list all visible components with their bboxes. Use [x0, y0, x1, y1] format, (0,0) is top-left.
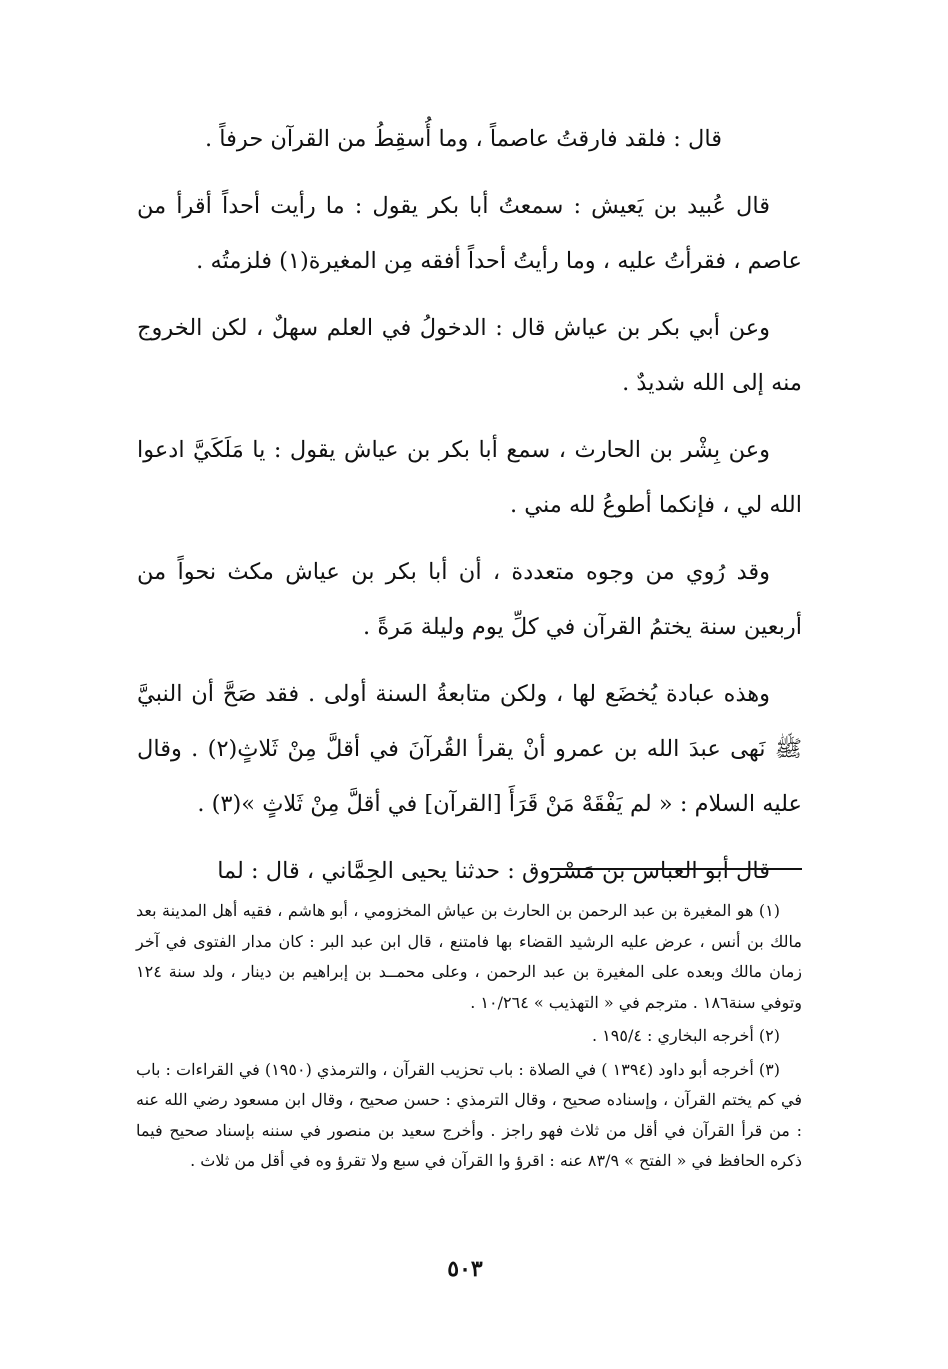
paragraph-7: قال أبو العباس بن مَسْروق : حدثنا يحيى الحِمَّاني ، قال : لما — [217, 858, 770, 884]
paragraph-2: قال عُبيد بن يَعيش : سمعتُ أبا بكر يقول : ما رأيت أحداً أقرأ من عاصم ، فقرأتُ عليه ، وما رأيتُ أحداً أفقه مِن المغيرة(١) فلزمتُه . — [137, 193, 802, 274]
paragraph-6: وهذه عبادة يُخضَع لها ، ولكن متابعةُ السنة أولى . فقد صَحَّ أن النبيَّ ﷺ نَهى عبدَ الله بن عمرو أنْ يقرأ القُرآنَ في أقلَّ مِنْ ثَلاثٍ(٢) . وقال عليه السلام : « لم يَفْقَهْ مَنْ قَرَأَ [القرآن] في أقلَّ مِنْ ثَلاثٍ »(٣) . — [137, 681, 802, 817]
footnote-1: (١) هو المغيرة بن عبد الرحمن بن الحارث بن عياش المخزومي ، أبو هاشم ، فقيه أهل المدينة بعد مالك بن أنس ، عرض عليه الرشيد القضاء بها فامتنع ، قال ابن عبد البر : كان مدار الفتوى في آخر زمان مالك وبعده على المغيرة بن عبد الرحمن ، وعلى محمــد بن إبراهيم بن دينار ، ولد سنة ١٢٤ وتوفي سنة١٨٦ . مترجم في « التهذيب » ١٠/٢٦٤ . — [136, 901, 802, 1012]
footnote-divider — [550, 868, 802, 870]
page-number: ٥٠٣ — [447, 1256, 483, 1282]
main-text — [137, 112, 802, 911]
paragraph-4: وعن بِشْر بن الحارث ، سمع أبا بكر بن عياش يقول : يا مَلَكَيَّ ادعوا الله لي ، فإنكما أطوعُ لله مني . — [137, 437, 802, 518]
paragraph-5: وقد رُوي من وجوه متعددة ، أن أبا بكر بن عياش مكث نحواً من أربعين سنة يختمُ القرآن في كلِّ يوم وليلة مَرةً . — [137, 559, 802, 640]
footnote-2: (٢) أخرجه البخاري : ١٩٥/٤ . — [592, 1026, 780, 1045]
paragraph-3: وعن أبي بكر بن عياش قال : الدخولُ في العلم سهلٌ ، لكن الخروج منه إلى الله شديدٌ . — [137, 315, 802, 396]
footnotes — [136, 896, 802, 1180]
paragraph-1: قال : فلقد فارقتُ عاصماً ، وما أُسقِطُ من القرآن حرفاً . — [204, 126, 722, 152]
footnote-3: (٣) أخرجه أبو داود (١٣٩٤ ) في الصلاة : باب تحزيب القرآن ، والترمذي (١٩٥٠) في القراءات : باب في كم يختم القرآن ، وإسناده صحيح ، وقال الترمذي : حسن صحيح ، وقال ابن مسعود رضي الله عنه : من قرأ القرآن في أقل من ثلاث فهو راجز . وأخرج سعيد بن منصور في سننه بإسناد صحيح فيما ذكره الحافظ في « الفتح » ٨٣/٩ عنه : اقرؤ وا القرآن في سبع ولا تقرؤ وه في أقل من ثلاث . — [136, 1059, 803, 1170]
